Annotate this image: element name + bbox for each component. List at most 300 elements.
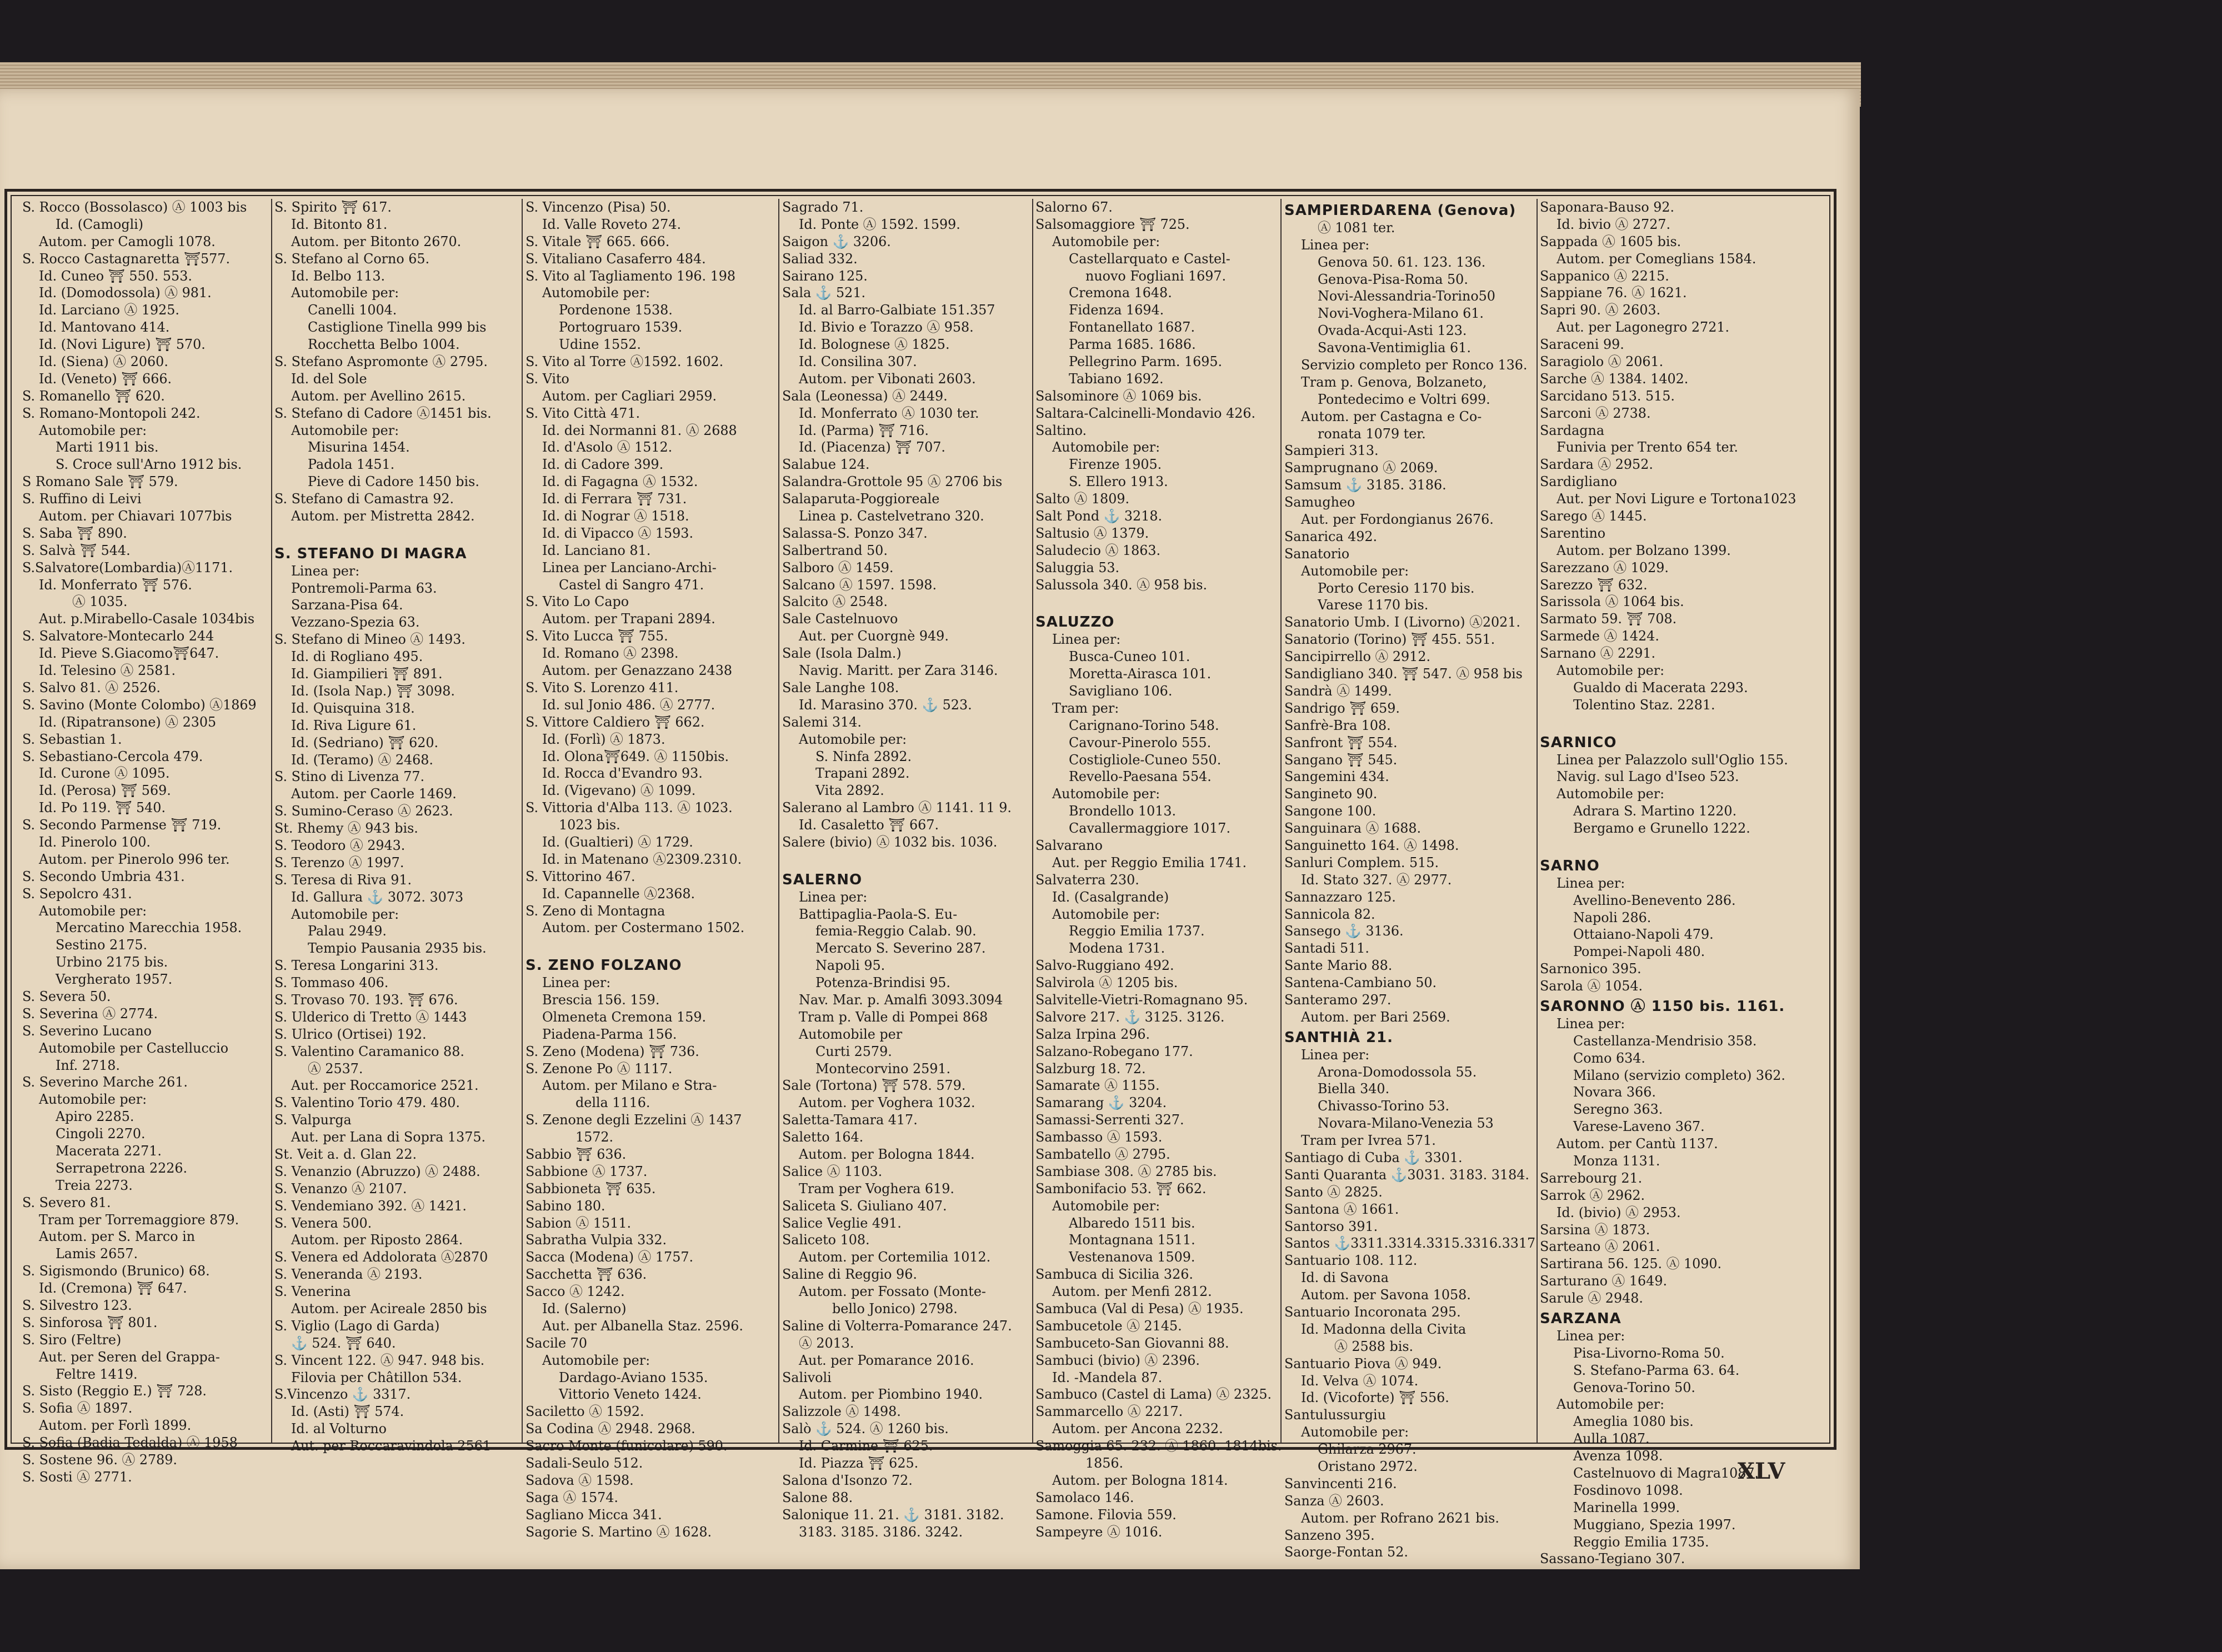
index-entry: Autom. per Voghera 1032. — [799, 1095, 975, 1111]
index-entry: S. Salvatore-Montecarlo 244 — [22, 628, 214, 644]
index-entry: Id. Bivio e Torazzo Ⓐ 958. — [799, 319, 974, 336]
index-entry: Sancipirrello Ⓐ 2912. — [1284, 649, 1431, 665]
index-entry: Genova-Pisa-Roma 50. — [1318, 271, 1468, 287]
index-entry: S. Zeno (Modena) ⛩ 736. — [526, 1043, 699, 1059]
index-entry: Sacro Monte (funicolare) 590. — [526, 1438, 728, 1454]
index-entry: Automobile per: — [542, 1352, 650, 1368]
index-entry: Id. dei Normanni 81. Ⓐ 2688 — [542, 422, 737, 438]
index-entry: Sagliano Micca 341. — [526, 1506, 662, 1523]
index-entry: Id. bivio Ⓐ 2727. — [1557, 216, 1671, 232]
index-column-5 — [1035, 199, 1282, 1540]
index-entry: Saponara-Bauso 92. — [1540, 199, 1675, 215]
index-column-1 — [22, 199, 269, 1485]
index-entry: Automobile per: — [39, 903, 147, 919]
index-entry: S. Sebastiano-Cercola 479. — [22, 748, 203, 764]
index-entry: Carignano-Torino 548. — [1069, 717, 1219, 733]
index-entry: S. Vittore Caldiero ⛩ 662. — [526, 714, 705, 730]
index-entry: Id. Carmine ⛩ 625. — [799, 1438, 933, 1454]
index-entry: Id. Ponte Ⓐ 1592. 1599. — [799, 216, 960, 232]
index-entry: Id. (Camogli) — [56, 216, 144, 232]
index-entry: Sanatorio (Torino) ⛩ 455. 551. — [1284, 632, 1495, 648]
index-entry: Samoggia 65. 232. Ⓐ 1860. 1814bis. — [1035, 1438, 1282, 1454]
index-entry — [1035, 593, 1278, 610]
index-entry: S. Stefano-Parma 63. 64. — [1573, 1362, 1740, 1378]
index-entry: Autom. per Cantù 1137. — [1557, 1136, 1718, 1152]
index-entry: S. Sumino-Ceraso Ⓐ 2623. — [274, 803, 453, 819]
index-entry: S. Ulrico (Ortisei) 192. — [274, 1026, 427, 1042]
index-entry: Lamis 2657. — [56, 1246, 138, 1262]
index-entry: Aut. per Seren del Grappa- — [39, 1349, 220, 1365]
index-entry: Genova-Torino 50. — [1573, 1379, 1695, 1395]
index-entry: Sannazzaro 125. — [1284, 889, 1396, 905]
index-entry: Saorge-Fontan 52. — [1284, 1544, 1408, 1560]
section-heading: SAMPIERDARENA (Genova) — [1284, 202, 1517, 219]
index-entry: Samone. Filovia 559. — [1035, 1506, 1177, 1523]
index-entry: Automobile per: — [1052, 906, 1160, 922]
index-entry: Adrara S. Martino 1220. — [1573, 803, 1737, 819]
index-entry: Santos ⚓3311.3314.3315.3316.3317 — [1284, 1235, 1536, 1251]
index-entry: Sanfront ⛩ 554. — [1284, 734, 1398, 750]
index-entry: Santeramo 297. — [1284, 992, 1392, 1008]
column-divider — [1280, 199, 1282, 1443]
index-entry: S. Teodoro Ⓐ 2943. — [274, 837, 406, 853]
index-entry: Varese 1170 bis. — [1318, 597, 1429, 613]
index-entry: Salvaterra 230. — [1035, 872, 1139, 888]
column-divider — [778, 199, 779, 1443]
index-entry: Id. Cuneo ⛩ 550. 553. — [39, 268, 192, 284]
index-entry: Sacca (Modena) Ⓐ 1757. — [526, 1249, 694, 1265]
index-entry: Saltino. — [1035, 422, 1087, 438]
index-entry: Fidenza 1694. — [1069, 302, 1164, 318]
index-entry: S. Ulderico di Tretto Ⓐ 1443 — [274, 1009, 467, 1025]
index-entry: Novi-Voghera-Milano 61. — [1318, 306, 1484, 322]
index-entry: Savigliano 106. — [1069, 683, 1173, 699]
index-entry: Linea p. Castelvetrano 320. — [799, 508, 984, 524]
index-entry: Salcito Ⓐ 2548. — [782, 594, 888, 610]
index-entry: Samassi-Serrenti 327. — [1035, 1112, 1184, 1128]
index-entry: Sarissola Ⓐ 1064 bis. — [1540, 594, 1684, 610]
index-entry: Id. (Teramo) Ⓐ 2468. — [291, 752, 433, 768]
index-entry: Id. (Casalgrande) — [1052, 889, 1169, 905]
index-entry: Sanatorio — [1284, 545, 1350, 562]
index-entry: S. Savino (Monte Colombo) Ⓐ1869 — [22, 697, 257, 713]
index-entry: Sandrà Ⓐ 1499. — [1284, 683, 1392, 699]
index-entry: Id. Piazza ⛩ 625. — [799, 1455, 919, 1471]
index-entry: Id. di Vipacco Ⓐ 1593. — [542, 525, 694, 541]
index-entry: Tram per Voghera 619. — [799, 1180, 954, 1197]
index-entry: Id. (Salerno) — [542, 1301, 627, 1316]
index-entry: Aut. per Roccaravindola 2561 — [291, 1438, 491, 1454]
index-entry: Autom. per Fossato (Monte- — [799, 1284, 986, 1300]
index-entry: Sassano-Tegiano 307. — [1540, 1551, 1685, 1567]
index-entry: Oristano 2972. — [1318, 1459, 1418, 1475]
index-entry: Santulussurgiu — [1284, 1407, 1386, 1423]
index-entry: Aut. p.Mirabello-Casale 1034bis — [39, 611, 255, 627]
index-entry: Pellegrino Parm. 1695. — [1069, 354, 1223, 370]
index-entry: Varese-Laveno 367. — [1573, 1119, 1705, 1135]
index-entry: Salò ⚓ 524. Ⓐ 1260 bis. — [782, 1421, 949, 1437]
index-entry: Dardago-Aviano 1535. — [559, 1369, 708, 1385]
index-entry: Saludecio Ⓐ 1863. — [1035, 542, 1161, 558]
index-entry: Novara-Milano-Venezia 53 — [1318, 1115, 1494, 1132]
index-entry: Sabratha Vulpia 332. — [526, 1232, 667, 1248]
index-entry: Costigliole-Cuneo 550. — [1069, 752, 1222, 768]
index-entry: Macerata 2271. — [56, 1143, 162, 1159]
index-entry: Muggiano, Spezia 1997. — [1573, 1516, 1736, 1533]
index-entry: Sarnano Ⓐ 2291. — [1540, 645, 1656, 662]
index-entry: Vittorio Veneto 1424. — [559, 1386, 702, 1403]
index-entry: Id. Mantovano 414. — [39, 319, 170, 336]
index-entry: S. Valentino Caramanico 88. — [274, 1043, 464, 1059]
index-entry: Inf. 2718. — [56, 1057, 120, 1073]
index-entry: Sangone 100. — [1284, 803, 1377, 819]
index-entry: Genova 50. 61. 123. 136. — [1318, 254, 1486, 270]
index-entry: S. Rocco Castagnaretta ⛩577. — [22, 251, 231, 267]
index-column-2 — [274, 199, 519, 1454]
index-entry: Sacile 70 — [526, 1335, 587, 1351]
index-entry: Autom. per Menfi 2812. — [1052, 1284, 1212, 1300]
index-entry: Aut. per Pomarance 2016. — [799, 1352, 974, 1368]
index-entry: S. Vito S. Lorenzo 411. — [526, 679, 679, 695]
column-divider — [1537, 199, 1538, 1443]
index-entry: Automobile per Castelluccio — [39, 1040, 229, 1056]
index-entry: Automobile per: — [1052, 439, 1160, 455]
index-entry: Sadova Ⓐ 1598. — [526, 1472, 634, 1488]
index-entry: S. Vitaliano Casaferro 484. — [526, 251, 706, 267]
index-entry: Sambasso Ⓐ 1593. — [1035, 1129, 1163, 1145]
index-entry: Saltara-Calcinelli-Mondavio 426. — [1035, 405, 1256, 421]
index-entry: Id. Bolognese Ⓐ 1825. — [799, 337, 950, 353]
index-entry: Salvitelle-Vietri-Romagnano 95. — [1035, 992, 1248, 1008]
index-entry: Sappanico Ⓐ 2215. — [1540, 268, 1669, 284]
index-entry: Id. Pieve S.Giacomo⛩647. — [39, 645, 219, 662]
index-entry: Salsomaggiore ⛩ 725. — [1035, 216, 1190, 232]
index-entry: Saliceto 108. — [782, 1232, 870, 1248]
index-entry: Treia 2273. — [56, 1177, 133, 1193]
index-entry: Autom. per Mistretta 2842. — [291, 508, 475, 524]
index-entry: Vita 2892. — [815, 783, 884, 799]
index-entry: S. Salvo 81. Ⓐ 2526. — [22, 679, 161, 695]
index-entry: della 1116. — [575, 1095, 650, 1111]
index-entry: Id. Curone Ⓐ 1095. — [39, 765, 170, 782]
index-entry: Id. di Savona — [1301, 1270, 1389, 1286]
index-entry: Id. d'Asolo Ⓐ 1512. — [542, 439, 673, 455]
section-heading: SARNICO — [1540, 734, 1617, 751]
index-entry: Sanfrè-Bra 108. — [1284, 717, 1391, 733]
index-entry: S. Zeno di Montagna — [526, 903, 665, 919]
index-entry: S. Terenzo Ⓐ 1997. — [274, 854, 404, 870]
section-heading: S. ZENO FOLZANO — [526, 957, 682, 974]
index-entry: Cremona 1648. — [1069, 285, 1172, 301]
index-entry: Pieve di Cadore 1450 bis. — [308, 474, 479, 490]
index-entry: Sambonifacio 53. ⛩ 662. — [1035, 1180, 1207, 1197]
index-entry: S Romano Sale ⛩ 579. — [22, 474, 178, 490]
index-entry: Linea per: — [1301, 1047, 1370, 1063]
index-entry: Vergherato 1957. — [56, 972, 173, 988]
index-entry: Id. al Volturno — [291, 1421, 387, 1437]
index-entry: Autom. per Camogli 1078. — [39, 233, 216, 249]
index-entry: Brondello 1013. — [1069, 803, 1177, 819]
column-divider — [1032, 199, 1033, 1443]
index-entry: Autom. per Cortemilia 1012. — [799, 1249, 991, 1265]
index-entry: Saigon ⚓ 3206. — [782, 233, 891, 249]
index-entry: Automobile per: — [1301, 1424, 1409, 1440]
index-entry: Id. sul Jonio 486. Ⓐ 2777. — [542, 697, 715, 713]
index-entry: Samugheo — [1284, 494, 1355, 510]
index-entry: S. Veneranda Ⓐ 2193. — [274, 1266, 423, 1283]
index-entry: Salsominore Ⓐ 1069 bis. — [1035, 388, 1202, 404]
index-entry: S. Vittoria d'Alba 113. Ⓐ 1023. — [526, 800, 733, 816]
index-entry: S. Romano-Montopoli 242. — [22, 405, 201, 421]
index-entry: Aut. per Novi Ligure e Tortona1023 — [1557, 491, 1796, 507]
section-heading: SALUZZO — [1035, 614, 1115, 631]
index-entry: Sambuceto-San Giovanni 88. — [1035, 1335, 1229, 1351]
index-entry: Revello-Paesana 554. — [1069, 769, 1212, 785]
index-entry: Id. (Isola Nap.) ⛩ 3098. — [291, 683, 455, 699]
index-entry: Sarche Ⓐ 1384. 1402. — [1540, 371, 1689, 387]
index-entry: S. Severa 50. — [22, 988, 111, 1004]
index-entry: Sa Codina Ⓐ 2948. 2968. — [526, 1421, 695, 1437]
index-entry: Autom. per Comeglians 1584. — [1557, 251, 1756, 267]
index-entry: Automobile per: — [1052, 233, 1160, 249]
index-entry: S. Stino di Livenza 77. — [274, 769, 425, 785]
index-entry: Id. Capannelle Ⓐ2368. — [542, 885, 695, 902]
index-entry: Castellarquato e Castel- — [1069, 251, 1230, 267]
index-entry: Sarrebourg 21. — [1540, 1170, 1643, 1186]
index-entry: Sambatello Ⓐ 2795. — [1035, 1146, 1170, 1162]
index-entry: Tram per: — [1052, 700, 1119, 716]
section-heading: SARZANA — [1540, 1310, 1622, 1327]
index-entry: Autom. per Riposto 2864. — [291, 1232, 463, 1248]
index-entry: Automobile per: — [1557, 1396, 1665, 1413]
index-entry: Sale (Isola Dalm.) — [782, 645, 902, 662]
index-entry: Sappada Ⓐ 1605 bis. — [1540, 233, 1681, 249]
index-entry: Sanza Ⓐ 2603. — [1284, 1493, 1384, 1509]
index-entry: Autom. per Avellino 2615. — [291, 388, 466, 404]
column-divider — [271, 199, 272, 1443]
index-entry: Mercatino Marecchia 1958. — [56, 920, 242, 936]
index-column-3 — [526, 199, 775, 1540]
index-entry: Id. (Ripatransone) Ⓐ 2305 — [39, 714, 217, 730]
index-entry: Pisa-Livorno-Roma 50. — [1573, 1345, 1725, 1361]
index-entry: Reggio Emilia 1737. — [1069, 923, 1205, 939]
index-entry: Salone 88. — [782, 1489, 853, 1505]
index-entry: S. Saba ⛩ 890. — [22, 525, 127, 541]
index-entry: Sarcidano 513. 515. — [1540, 388, 1675, 404]
index-entry: Sarmato 59. ⛩ 708. — [1540, 611, 1677, 627]
index-entry: Sardigliano — [1540, 474, 1618, 490]
index-entry: S. Romanello ⛩ 620. — [22, 388, 165, 404]
index-entry: S. Severino Lucano — [22, 1023, 152, 1039]
index-entry: S. Vito Città 471. — [526, 405, 640, 421]
index-entry: Sagrado 71. — [782, 199, 864, 215]
index-entry: Pordenone 1538. — [559, 302, 673, 318]
index-entry: Pontremoli-Parma 63. — [291, 580, 437, 596]
index-entry: Id. (Siena) Ⓐ 2060. — [39, 354, 168, 370]
index-entry: Tram p. Valle di Pompei 868 — [799, 1009, 988, 1025]
index-entry: Salboro Ⓐ 1459. — [782, 559, 894, 575]
index-entry: Sadali-Seulo 512. — [526, 1455, 643, 1471]
index-entry: Aut. per Reggio Emilia 1741. — [1052, 854, 1247, 870]
index-entry: Busca-Cuneo 101. — [1069, 649, 1190, 665]
index-entry: Ⓐ 1081 ter. — [1318, 219, 1395, 236]
index-entry: Fosdinovo 1098. — [1573, 1482, 1683, 1498]
index-entry: Como 634. — [1573, 1050, 1645, 1066]
index-entry: Montecorvino 2591. — [815, 1060, 951, 1077]
index-entry: Ⓐ 2537. — [308, 1060, 363, 1077]
index-entry: Id. Monferrato ⛩ 576. — [39, 577, 192, 593]
index-entry: Id. (Parma) ⛩ 716. — [799, 422, 929, 438]
index-entry: Sale (Tortona) ⛩ 578. 579. — [782, 1078, 966, 1094]
index-entry: Aut. per Fordongianus 2676. — [1301, 512, 1494, 528]
index-entry: S. Vito al Torre Ⓐ1592. 1602. — [526, 354, 724, 370]
index-entry: S. Vittorino 467. — [526, 868, 635, 884]
index-entry: Castiglione Tinella 999 bis — [308, 319, 487, 336]
index-entry: Salona d'Isonzo 72. — [782, 1472, 913, 1488]
index-entry: Sale Langhe 108. — [782, 679, 899, 695]
index-entry: Id. Bitonto 81. — [291, 216, 388, 232]
index-entry: Salvarano — [1035, 837, 1103, 853]
index-entry: Ⓐ 2013. — [799, 1335, 854, 1351]
index-entry: Pontedecimo e Voltri 699. — [1318, 391, 1490, 407]
index-entry: Linea per: — [542, 975, 611, 991]
index-entry: Sairano 125. — [782, 268, 868, 284]
index-entry: Sabbioneta ⛩ 635. — [526, 1180, 656, 1197]
index-entry: Automobile per: — [542, 285, 650, 301]
index-entry: 1023 bis. — [559, 817, 620, 833]
index-entry — [1540, 714, 1829, 731]
index-entry: S. Stefano Aspromonte Ⓐ 2795. — [274, 354, 488, 370]
index-entry: S. Valentino Torio 479. 480. — [274, 1095, 460, 1111]
index-entry: Pompei-Napoli 480. — [1573, 944, 1705, 960]
index-entry: S. Ellero 1913. — [1069, 474, 1168, 490]
index-entry: Potenza-Brindisi 95. — [815, 975, 950, 991]
index-entry: Sambuco (Castel di Lama) Ⓐ 2325. — [1035, 1386, 1272, 1403]
section-heading: SALERNO — [782, 871, 863, 888]
index-entry: Id. (Vigevano) Ⓐ 1099. — [542, 783, 696, 799]
index-entry — [526, 937, 775, 954]
index-entry: Autom. per Bologna 1844. — [799, 1146, 975, 1162]
index-entry: Tram per Torremaggiore 879. — [39, 1212, 239, 1228]
index-entry: Salonique 11. 21. ⚓ 3181. 3182. — [782, 1506, 1004, 1523]
index-entry: Salzano-Robegano 177. — [1035, 1043, 1193, 1059]
index-entry: S. Teresa Longarini 313. — [274, 958, 439, 974]
index-entry: Sansego ⚓ 3136. — [1284, 923, 1404, 939]
index-entry: Id. (Veneto) ⛩ 666. — [39, 371, 172, 387]
index-entry: Id. di Rogliano 495. — [291, 649, 423, 665]
index-entry: Id. di Fagagna Ⓐ 1532. — [542, 474, 698, 490]
index-entry: Autom. per Chiavari 1077bis — [39, 508, 232, 524]
index-entry: Automobile per: — [1052, 786, 1160, 802]
index-entry: Saliceta S. Giuliano 407. — [782, 1198, 947, 1214]
index-entry: Autom. per Cagliari 2959. — [542, 388, 717, 404]
index-entry: Id. Marasino 370. ⚓ 523. — [799, 697, 972, 713]
index-entry: S. Vito al Tagliamento 196. 198 — [526, 268, 736, 284]
index-entry: Id. Riva Ligure 61. — [291, 717, 417, 733]
index-entry: Samarang ⚓ 3204. — [1035, 1095, 1167, 1111]
index-entry: S. Silvestro 123. — [22, 1298, 132, 1313]
index-entry: Sala ⚓ 521. — [782, 285, 866, 301]
index-entry: S. Vincent 122. Ⓐ 947. 948 bis. — [274, 1352, 485, 1368]
index-entry: S. Vito Lo Capo — [526, 594, 629, 610]
index-entry: Milano (servizio completo) 362. — [1573, 1067, 1785, 1083]
index-entry: Salvore 217. ⚓ 3125. 3126. — [1035, 1009, 1225, 1025]
index-entry: Biella 340. — [1318, 1081, 1390, 1097]
index-entry: Salvirola Ⓐ 1205 bis. — [1035, 975, 1178, 991]
index-entry: Brescia 156. 159. — [542, 992, 660, 1008]
index-entry: Saline di Volterra-Pomarance 247. — [782, 1318, 1012, 1334]
index-entry: Padola 1451. — [308, 457, 395, 473]
index-entry: Id. (bivio) Ⓐ 2953. — [1557, 1204, 1681, 1220]
index-entry: Sarconi Ⓐ 2738. — [1540, 405, 1651, 421]
index-entry: Id. Olona⛩649. Ⓐ 1150bis. — [542, 748, 729, 764]
index-entry: S. Secondo Parmense ⛩ 719. — [22, 817, 222, 833]
index-entry: Marinella 1999. — [1573, 1499, 1680, 1515]
index-entry: Automobile per: — [1052, 1198, 1160, 1214]
index-entry: Id. di Ferrara ⛩ 731. — [542, 491, 687, 507]
index-entry: Portogruaro 1539. — [559, 319, 683, 336]
index-entry: Sambuca di Sicilia 326. — [1035, 1266, 1193, 1283]
index-entry: Id. (Asti) ⛩ 574. — [291, 1404, 404, 1420]
index-entry: Sabbio ⛩ 636. — [526, 1146, 627, 1162]
index-entry: Novi-Alessandria-Torino50 — [1318, 288, 1495, 304]
index-entry: Sanarica 492. — [1284, 528, 1378, 544]
index-entry: Id. (Sedriano) ⛩ 620. — [291, 734, 439, 750]
index-entry: S. Ninfa 2892. — [815, 748, 912, 764]
index-entry: Santuario Incoronata 295. — [1284, 1304, 1461, 1320]
index-entry: S. Croce sull'Arno 1912 bis. — [56, 457, 242, 473]
index-column-4 — [782, 199, 1030, 1540]
index-entry: Saga Ⓐ 1574. — [526, 1489, 618, 1505]
index-entry: Cavour-Pinerolo 555. — [1069, 734, 1212, 750]
index-entry — [782, 851, 1030, 868]
index-entry: Apiro 2285. — [56, 1109, 134, 1125]
index-entry: Salbertrand 50. — [782, 542, 888, 558]
index-entry: S. Stefano di Mineo Ⓐ 1493. — [274, 632, 466, 648]
index-entry: S. Vito Lucca ⛩ 755. — [526, 628, 668, 644]
index-entry: Salerano al Lambro Ⓐ 1141. 11 9. — [782, 800, 1012, 816]
index-entry: Sarule Ⓐ 2948. — [1540, 1290, 1643, 1306]
index-entry: S. Vincenzo (Pisa) 50. — [526, 199, 671, 215]
index-entry: Sabbione Ⓐ 1737. — [526, 1163, 648, 1179]
index-entry: Salcano Ⓐ 1597. 1598. — [782, 577, 937, 593]
index-entry: Vezzano-Spezia 63. — [291, 614, 420, 630]
index-entry: Sarrok Ⓐ 2962. — [1540, 1187, 1645, 1203]
index-entry: Tabiano 1692. — [1069, 371, 1164, 387]
index-entry: Sappiane 76. Ⓐ 1621. — [1540, 285, 1687, 301]
index-entry: Santo Ⓐ 2825. — [1284, 1184, 1383, 1200]
index-entry: Aut. per Cuorgnè 949. — [799, 628, 949, 644]
index-entry: S. Vitale ⛩ 665. 666. — [526, 233, 670, 249]
index-entry: Automobile per: — [1557, 663, 1665, 679]
index-entry: Bergamo e Grunello 1222. — [1573, 820, 1750, 837]
index-entry: Samsum ⚓ 3185. 3186. — [1284, 477, 1447, 493]
index-entry: Saline di Reggio 96. — [782, 1266, 917, 1283]
index-entry: Id. (Gualtieri) Ⓐ 1729. — [542, 834, 693, 850]
index-entry: Palau 2949. — [308, 923, 387, 939]
index-entry: Automobile per: — [799, 731, 907, 747]
index-entry: Filovia per Châtillon 534. — [291, 1369, 462, 1385]
index-entry: Salabue 124. — [782, 457, 870, 473]
index-entry: Sanvincenti 216. — [1284, 1475, 1397, 1491]
index-entry: Santona Ⓐ 1661. — [1284, 1201, 1399, 1217]
index-entry: Porto Ceresio 1170 bis. — [1318, 580, 1475, 596]
index-entry: S. Stefano al Corno 65. — [274, 251, 430, 267]
index-entry: Piadena-Parma 156. — [542, 1026, 677, 1042]
index-entry: Linea per: — [1557, 1015, 1625, 1032]
index-entry: Salaparuta-Poggioreale — [782, 491, 940, 507]
index-entry: Parma 1685. 1686. — [1069, 337, 1196, 353]
